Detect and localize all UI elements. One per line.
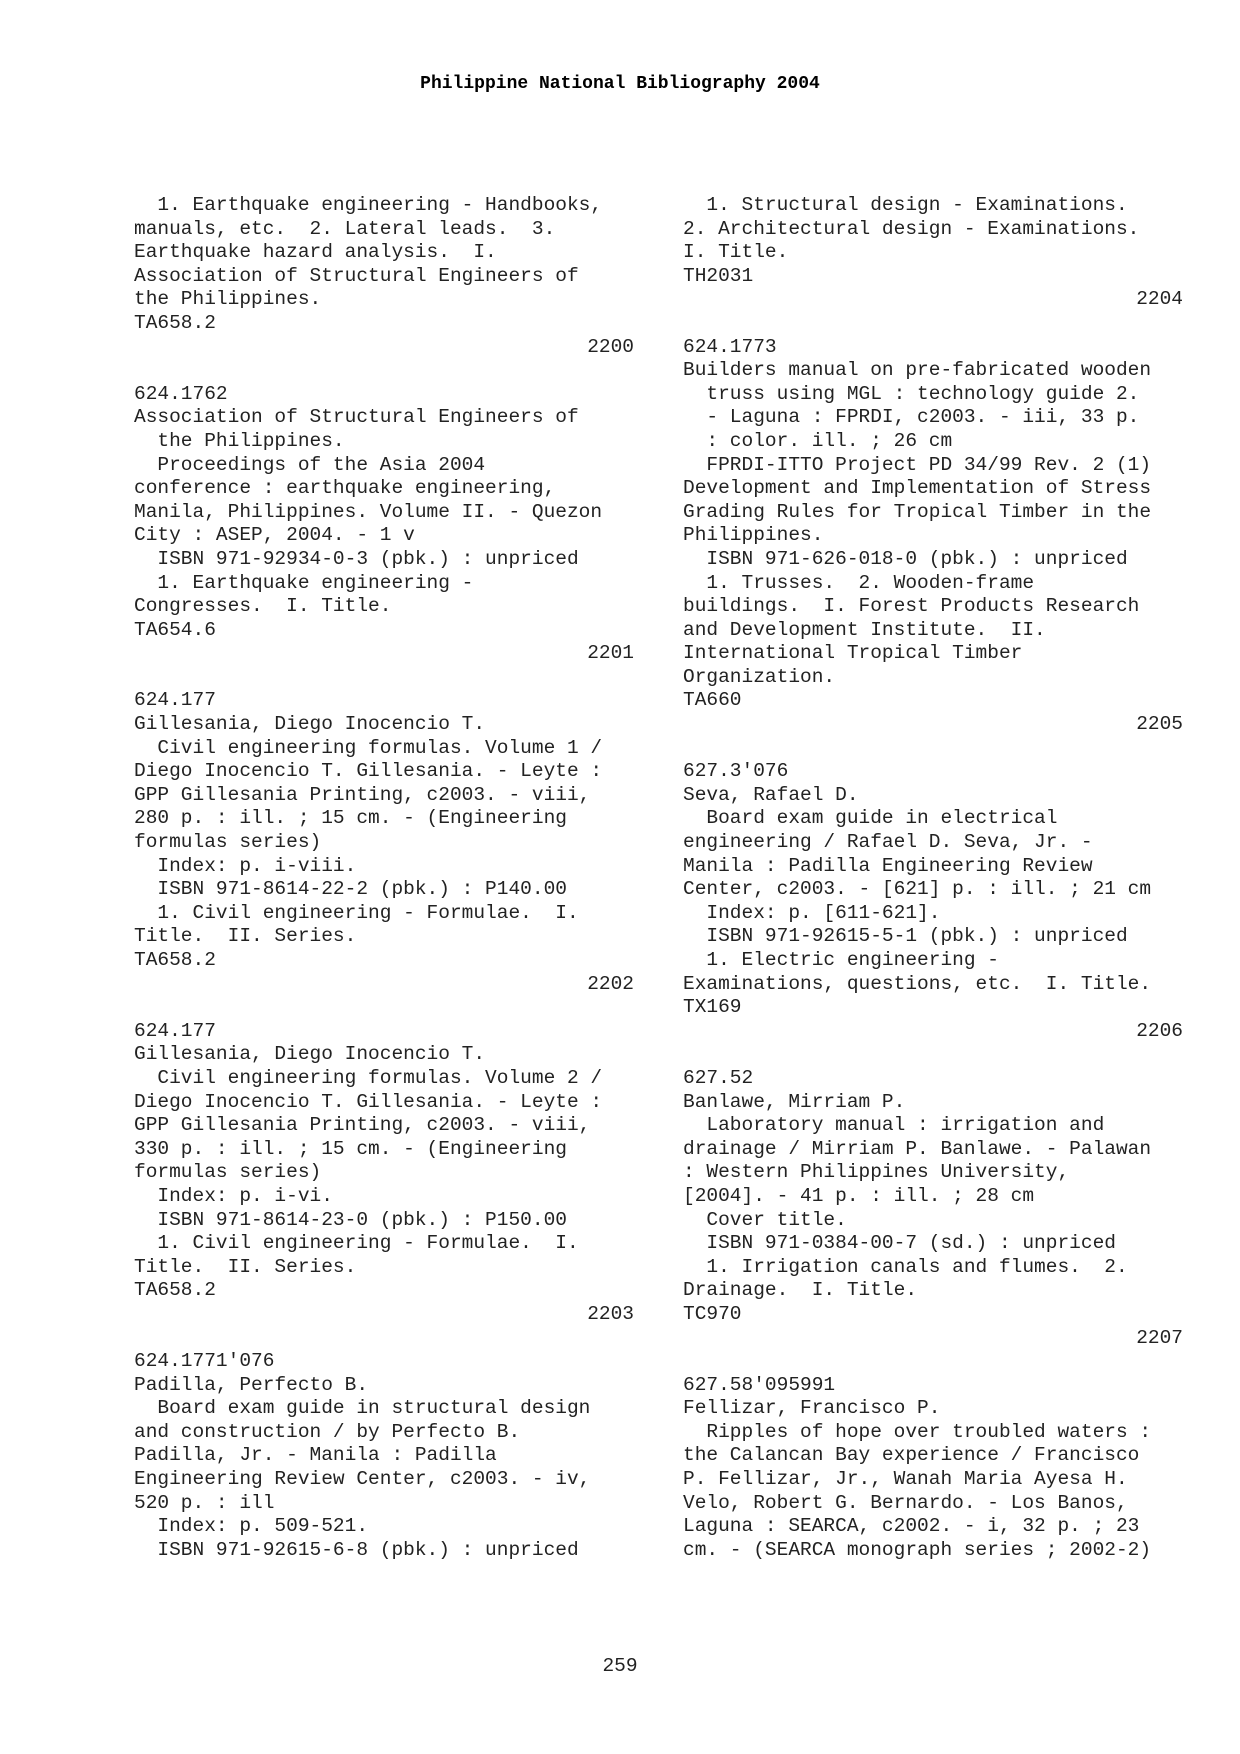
entry-line: Examinations, questions, etc. I. Title. [683,972,1152,995]
entry-line: the Calancan Bay experience / Francisco [683,1444,1140,1467]
entry-line: Drainage. I. Title. [683,1279,918,1302]
entry-line: 627.52 [683,1066,754,1089]
entry-line: Velo, Robert G. Bernardo. - Los Banos, [683,1491,1128,1514]
entry-line: City : ASEP, 2004. - 1 v [134,524,415,547]
entry-line: Civil engineering formulas. Volume 2 / [134,1066,603,1089]
entry-number: 2206 [1136,1019,1183,1042]
entry-line: Fellizar, Francisco P. [683,1397,941,1420]
entry-line: 1. Structural design - Examinations. [683,194,1128,216]
entry-line: cm. - (SEARCA monograph series ; 2002-2) [683,1538,1152,1561]
entry-line: 1. Irrigation canals and flumes. 2. [683,1255,1128,1278]
entry-gap [134,359,634,383]
entry-line: 330 p. : ill. ; 15 cm. - (Engineering [134,1137,567,1160]
entry-line: Diego Inocencio T. Gillesania. - Leyte : [134,1090,603,1113]
entry-line: the Philippines. [134,429,345,452]
entry-line: ISBN 971-8614-23-0 (pbk.) : P150.00 [134,1208,567,1231]
bibliography-entry [683,760,1183,1043]
entry-line: I. Title. [683,241,789,264]
entry-line: Civil engineering formulas. Volume 1 / [134,736,603,759]
entry-line: Association of Structural Engineers of [134,406,579,429]
page-number: 259 [602,1655,638,1677]
entry-line: buildings. I. Forest Products Research [683,595,1140,618]
bibliography-entry [683,194,1183,312]
entry-number: 2200 [587,335,634,358]
entry-line: ISBN 971-92615-5-1 (pbk.) : unpriced [683,925,1128,948]
entry-line: 624.177 [134,689,216,712]
left-column [134,194,634,1562]
entry-line: Title. II. Series. [134,925,357,948]
entry-gap [683,312,1183,336]
entry-line: Builders manual on pre-fabricated wooden [683,359,1152,382]
entry-line: Laboratory manual : irrigation and [683,1114,1105,1137]
entry-gap [683,1043,1183,1067]
entry-line: FPRDI-ITTO Project PD 34/99 Rev. 2 (1) [683,453,1152,476]
entry-line: : Western Philippines University, [683,1161,1070,1184]
entry-line: Index: p. i-vi. [134,1184,333,1207]
bibliography-entry [134,194,634,359]
entry-line: 280 p. : ill. ; 15 cm. - (Engineering [134,807,567,830]
entry-line: TC970 [683,1302,742,1325]
entry-line: TX169 [683,996,742,1019]
entry-line: Philippines. [683,524,824,547]
entry-line: 1. Civil engineering - Formulae. I. [134,1232,579,1255]
entry-line: Index: p. i-viii. [134,854,357,877]
entry-line: Laguna : SEARCA, c2002. - i, 32 p. ; 23 [683,1515,1140,1538]
entry-line: Earthquake hazard analysis. I. [134,241,497,264]
bibliography-entry [683,1067,1183,1350]
entry-line: engineering / Rafael D. Seva, Jr. - [683,831,1093,854]
entry-line: the Philippines. [134,288,322,311]
bibliography-entry [134,1020,634,1327]
entry-line: Manila : Padilla Engineering Review [683,854,1093,877]
entry-line: P. Fellizar, Jr., Wanah Maria Ayesa H. [683,1468,1128,1491]
entry-line: 624.1771'076 [134,1350,275,1373]
entry-line: 1. Electric engineering - [683,949,999,971]
entry-line: TA654.6 [134,618,216,641]
entry-line: ISBN 971-8614-22-2 (pbk.) : P140.00 [134,878,567,901]
entry-line: conference : earthquake engineering, [134,477,556,500]
entry-line: 627.3'076 [683,760,789,783]
entry-gap [134,996,634,1020]
right-column [683,194,1183,1562]
bibliography-entry [134,383,634,666]
entry-number: 2201 [587,642,634,665]
entry-line: Cover title. [683,1208,847,1231]
entry-gap [134,666,634,690]
entry-line: and construction / by Perfecto B. [134,1420,521,1443]
entry-line: 520 p. : ill [134,1491,275,1514]
entry-number: 2202 [587,972,634,995]
bibliography-entry [683,1374,1183,1563]
entry-line: 1. Earthquake engineering - [134,571,474,594]
entry-line: Padilla, Jr. - Manila : Padilla [134,1444,497,1467]
entry-line: Diego Inocencio T. Gillesania. - Leyte : [134,760,603,783]
entry-line: - Laguna : FPRDI, c2003. - iii, 33 p. [683,406,1140,429]
entry-line: Development and Implementation of Stress [683,477,1152,500]
entry-line: Gillesania, Diego Inocencio T. [134,1043,486,1066]
entry-number: 2203 [587,1302,634,1325]
entry-line: TA660 [683,689,742,712]
entry-number: 2205 [1136,713,1183,736]
entry-gap [134,1327,634,1351]
entry-line: Manila, Philippines. Volume II. - Quezon [134,500,603,523]
entry-line: Title. II. Series. [134,1255,357,1278]
entry-line: ISBN 971-92615-6-8 (pbk.) : unpriced [134,1538,579,1561]
entry-line: Association of Structural Engineers of [134,264,579,287]
entry-line: Board exam guide in electrical [683,807,1058,830]
entry-number: 2207 [1136,1326,1183,1349]
entry-line: [2004]. - 41 p. : ill. ; 28 cm [683,1184,1035,1207]
entry-line: 2. Architectural design - Examinations. [683,217,1140,240]
entry-line: Banlawe, Mirriam P. [683,1090,906,1113]
entry-line: GPP Gillesania Printing, c2003. - viii, [134,783,591,806]
entry-line: Seva, Rafael D. [683,783,859,806]
bibliography-entry [134,1350,634,1562]
entry-line: : color. ill. ; 26 cm [683,429,953,452]
entry-line: Gillesania, Diego Inocencio T. [134,713,486,736]
entry-line: TA658.2 [134,311,216,334]
entry-line: Grading Rules for Tropical Timber in the [683,500,1152,523]
entry-gap [683,1350,1183,1374]
entry-line: formulas series) [134,831,322,854]
entry-line: International Tropical Timber [683,642,1023,665]
entry-gap [683,737,1183,761]
entry-line: 1. Trusses. 2. Wooden-frame [683,571,1035,594]
entry-line: TA658.2 [134,949,216,971]
bibliography-entry [134,689,634,996]
page-title: Philippine National Bibliography 2004 [420,74,820,94]
entry-line: 624.177 [134,1019,216,1042]
entry-number: 2204 [1136,288,1183,311]
entry-line: Board exam guide in structural design [134,1397,591,1420]
entry-line: Engineering Review Center, c2003. - iv, [134,1468,591,1491]
entry-line: drainage / Mirriam P. Banlawe. - Palawan [683,1137,1152,1160]
entry-line: Ripples of hope over troubled waters : [683,1420,1152,1443]
entry-line: manuals, etc. 2. Lateral leads. 3. [134,217,556,240]
entry-line: Proceedings of the Asia 2004 [134,453,486,476]
bibliography-entry [683,336,1183,737]
entry-line: and Development Institute. II. [683,618,1046,641]
entry-line: Padilla, Perfecto B. [134,1373,369,1396]
entry-line: ISBN 971-92934-0-3 (pbk.) : unpriced [134,547,579,570]
entry-line: Index: p. [611-621]. [683,901,941,924]
entry-line: Congresses. I. Title. [134,595,392,618]
entry-line: 627.58'095991 [683,1373,836,1396]
entry-line: Index: p. 509-521. [134,1515,369,1538]
entry-line: TA658.2 [134,1279,216,1302]
entry-line: formulas series) [134,1161,322,1184]
entry-line: Center, c2003. - [621] p. : ill. ; 21 cm [683,878,1152,901]
entry-line: 624.1773 [683,335,777,358]
entry-line: ISBN 971-0384-00-7 (sd.) : unpriced [683,1232,1116,1255]
entry-line: 624.1762 [134,382,228,405]
entry-line: Organization. [683,665,836,688]
entry-line: 1. Earthquake engineering - Handbooks, [134,194,603,216]
entry-line: ISBN 971-626-018-0 (pbk.) : unpriced [683,547,1128,570]
entry-line: truss using MGL : technology guide 2. [683,382,1140,405]
entry-line: GPP Gillesania Printing, c2003. - viii, [134,1114,591,1137]
entry-line: TH2031 [683,264,754,287]
entry-line: 1. Civil engineering - Formulae. I. [134,901,579,924]
